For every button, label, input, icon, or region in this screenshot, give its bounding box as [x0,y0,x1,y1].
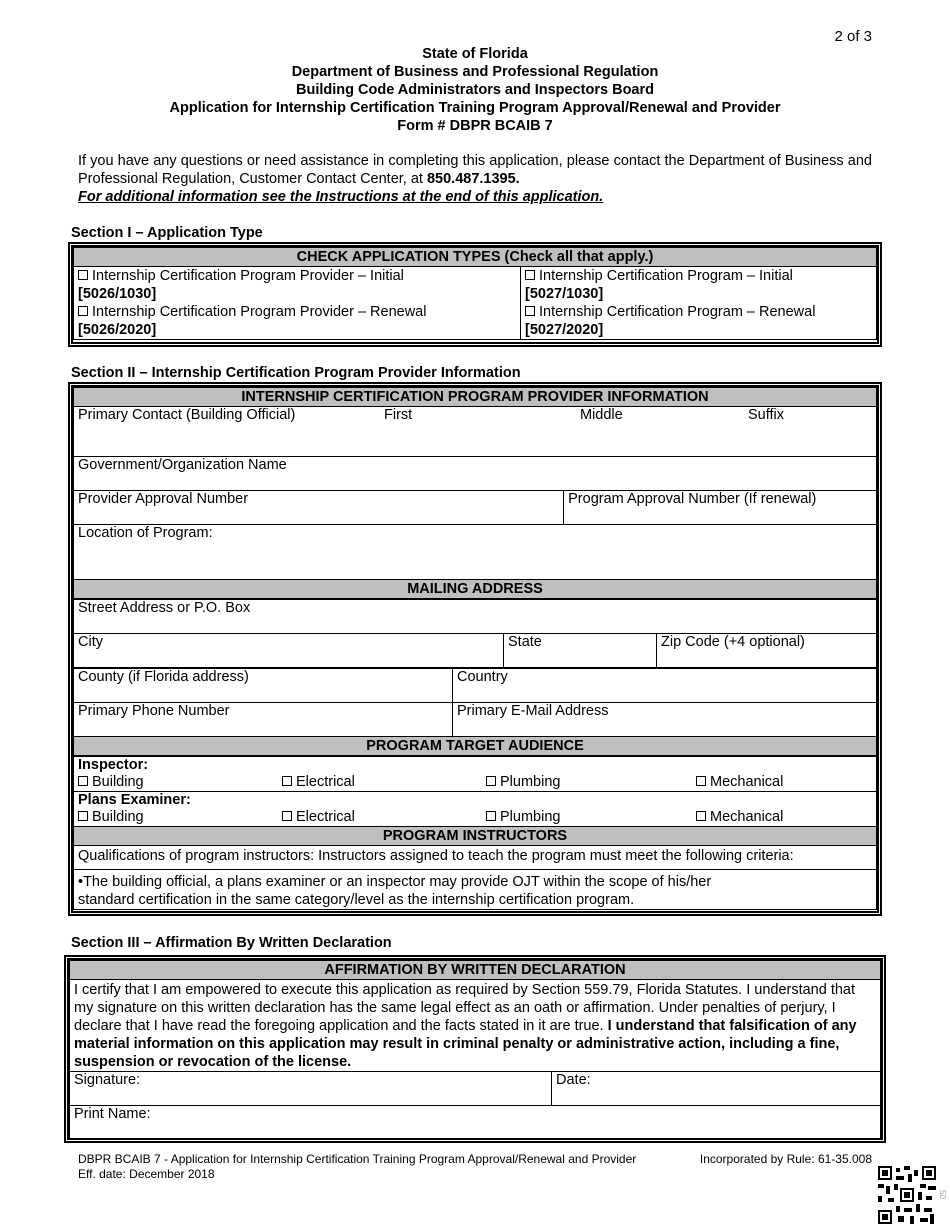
footer-rule: Incorporated by Rule: 61-35.008 [699,1152,872,1166]
org-name-field[interactable]: Government/Organization Name [74,457,877,491]
checkbox-icon[interactable] [78,776,88,786]
checkbox-icon[interactable] [78,306,88,316]
affirmation-text: I certify that I am empowered to execute this application as required by Section 559.79, Florida Statutes. I understand that my signature on this written declaration has the same legal effect as an oath or affirmation. Under penalties of perjury, I declare that I have read the foregoing application and the facts stated in it are true. I understand that falsification of any material information on this application may result in criminal penalty or administrative action, including a fine, suspension or revocation of the license. [70,980,881,1072]
header-board: Building Code Administrators and Inspectors Board [296,82,654,98]
checkbox-icon[interactable] [696,811,706,821]
program-initial-option[interactable]: Internship Certification Program – Initial [5027/1030] Internship Certification Program – Renewal [5027/2020] [521,267,877,340]
program-renewal-option[interactable]: Internship Certification Program – Renewal [539,304,816,320]
email-field[interactable]: Primary E-Mail Address [453,703,877,737]
inspector-label: Inspector: [74,757,877,775]
section3-title: Section III – Affirmation By Written Declaration [71,935,392,951]
page-footer [78,1152,872,1182]
phone-field[interactable]: Primary Phone Number [74,703,453,737]
print-name-field[interactable]: Print Name: [70,1106,881,1140]
header-form-number: Form # DBPR BCAIB 7 [397,118,553,134]
header-application-title: Application for Internship Certification Training Program Approval/Renewal and Provider [169,100,781,116]
date-field[interactable]: Date: [552,1072,881,1106]
qualifications-text: Qualifications of program instructors: Instructors assigned to teach the program must meet the following criteria: [74,846,877,870]
checkbox-icon[interactable] [486,811,496,821]
county-field[interactable]: County (if Florida address) [74,669,453,703]
application-type-box [68,242,882,347]
checkbox-icon[interactable] [486,776,496,786]
provider-initial-option[interactable]: Internship Certification Program Provider – Initial [5026/1030] Internship Certification Program Provider – Renewal [5026/2020] [74,267,521,340]
inspector-building-option[interactable]: Building [74,774,279,792]
signature-field[interactable]: Signature: [70,1072,552,1106]
inspector-mechanical-option[interactable]: Mechanical [692,774,877,792]
street-field[interactable]: Street Address or P.O. Box [74,600,877,634]
checkbox-icon[interactable] [282,776,292,786]
city-field[interactable]: City [74,634,504,668]
checkbox-icon[interactable] [78,811,88,821]
primary-contact-field[interactable]: Primary Contact (Building Official) First Middle Suffix [74,407,877,457]
affirmation-bold-text: I understand that falsification of any material information on this application may result in criminal penalty or administrative action, including a fine, suspension or revocation of the license. [74,1018,857,1070]
inspector-electrical-option[interactable]: Electrical [278,774,482,792]
program-instructors-header: PROGRAM INSTRUCTORS [74,827,877,846]
section1-title: Section I – Application Type [71,225,263,241]
page-number: 2 of 3 [834,28,872,45]
suffix-label: Suffix [748,407,785,423]
header-state: State of Florida [422,46,528,62]
checkbox-icon[interactable] [282,811,292,821]
zip-field[interactable]: Zip Code (+4 optional) [657,634,877,668]
checkbox-icon[interactable] [525,306,535,316]
middle-name-label: Middle [580,407,623,423]
affirmation-box [64,955,886,1143]
provider-approval-field[interactable]: Provider Approval Number [74,491,564,525]
checkbox-icon[interactable] [696,776,706,786]
plans-examiner-label: Plans Examiner: [74,792,877,810]
instructions-note: For additional information see the Instructions at the end of this application. [78,189,604,205]
inspector-plumbing-option[interactable]: Plumbing [482,774,692,792]
section2-title: Section II – Internship Certification Program Provider Information [71,365,521,381]
provider-info-box [68,382,882,916]
intro-paragraph [78,152,872,206]
mailing-address-header: MAILING ADDRESS [74,580,877,599]
checkbox-icon[interactable] [525,270,535,280]
footer-small-code: 50 [938,1190,947,1199]
footer-effective-date: Eff. date: December 2018 [78,1167,215,1181]
first-name-label: First [384,407,413,423]
criteria-text: •The building official, a plans examiner or an inspector may provide OJT within the scope of his/her standard certification in the same category/level as the internship certification program. [74,870,877,910]
examiner-plumbing-option[interactable]: Plumbing [482,809,692,827]
intro-text: If you have any questions or need assistance in completing this application, please contact the Department of Business and Professional Regulation, Customer Contact Center, at [78,153,872,187]
country-field[interactable]: Country [453,669,877,703]
checkbox-icon[interactable] [78,270,88,280]
application-type-header: CHECK APPLICATION TYPES (Check all that apply.) [74,248,877,267]
affirmation-header: AFFIRMATION BY WRITTEN DECLARATION [70,961,881,980]
provider-renewal-option[interactable]: Internship Certification Program Provider – Renewal [92,304,427,320]
form-header [0,45,950,135]
location-field[interactable]: Location of Program: [74,525,877,580]
examiner-building-option[interactable]: Building [74,809,279,827]
qr-code-icon [878,1166,936,1224]
footer-form-title: DBPR BCAIB 7 - Application for Internship Certification Training Program Approval/Renewal and Provider [78,1152,637,1166]
provider-info-header: INTERNSHIP CERTIFICATION PROGRAM PROVIDER INFORMATION [74,388,877,407]
examiner-electrical-option[interactable]: Electrical [278,809,482,827]
examiner-mechanical-option[interactable]: Mechanical [692,809,877,827]
state-field[interactable]: State [504,634,657,668]
target-audience-header: PROGRAM TARGET AUDIENCE [74,737,877,756]
contact-phone: 850.487.1395. [426,171,520,187]
header-department: Department of Business and Professional Regulation [291,64,659,80]
program-approval-field[interactable]: Program Approval Number (If renewal) [564,491,877,525]
